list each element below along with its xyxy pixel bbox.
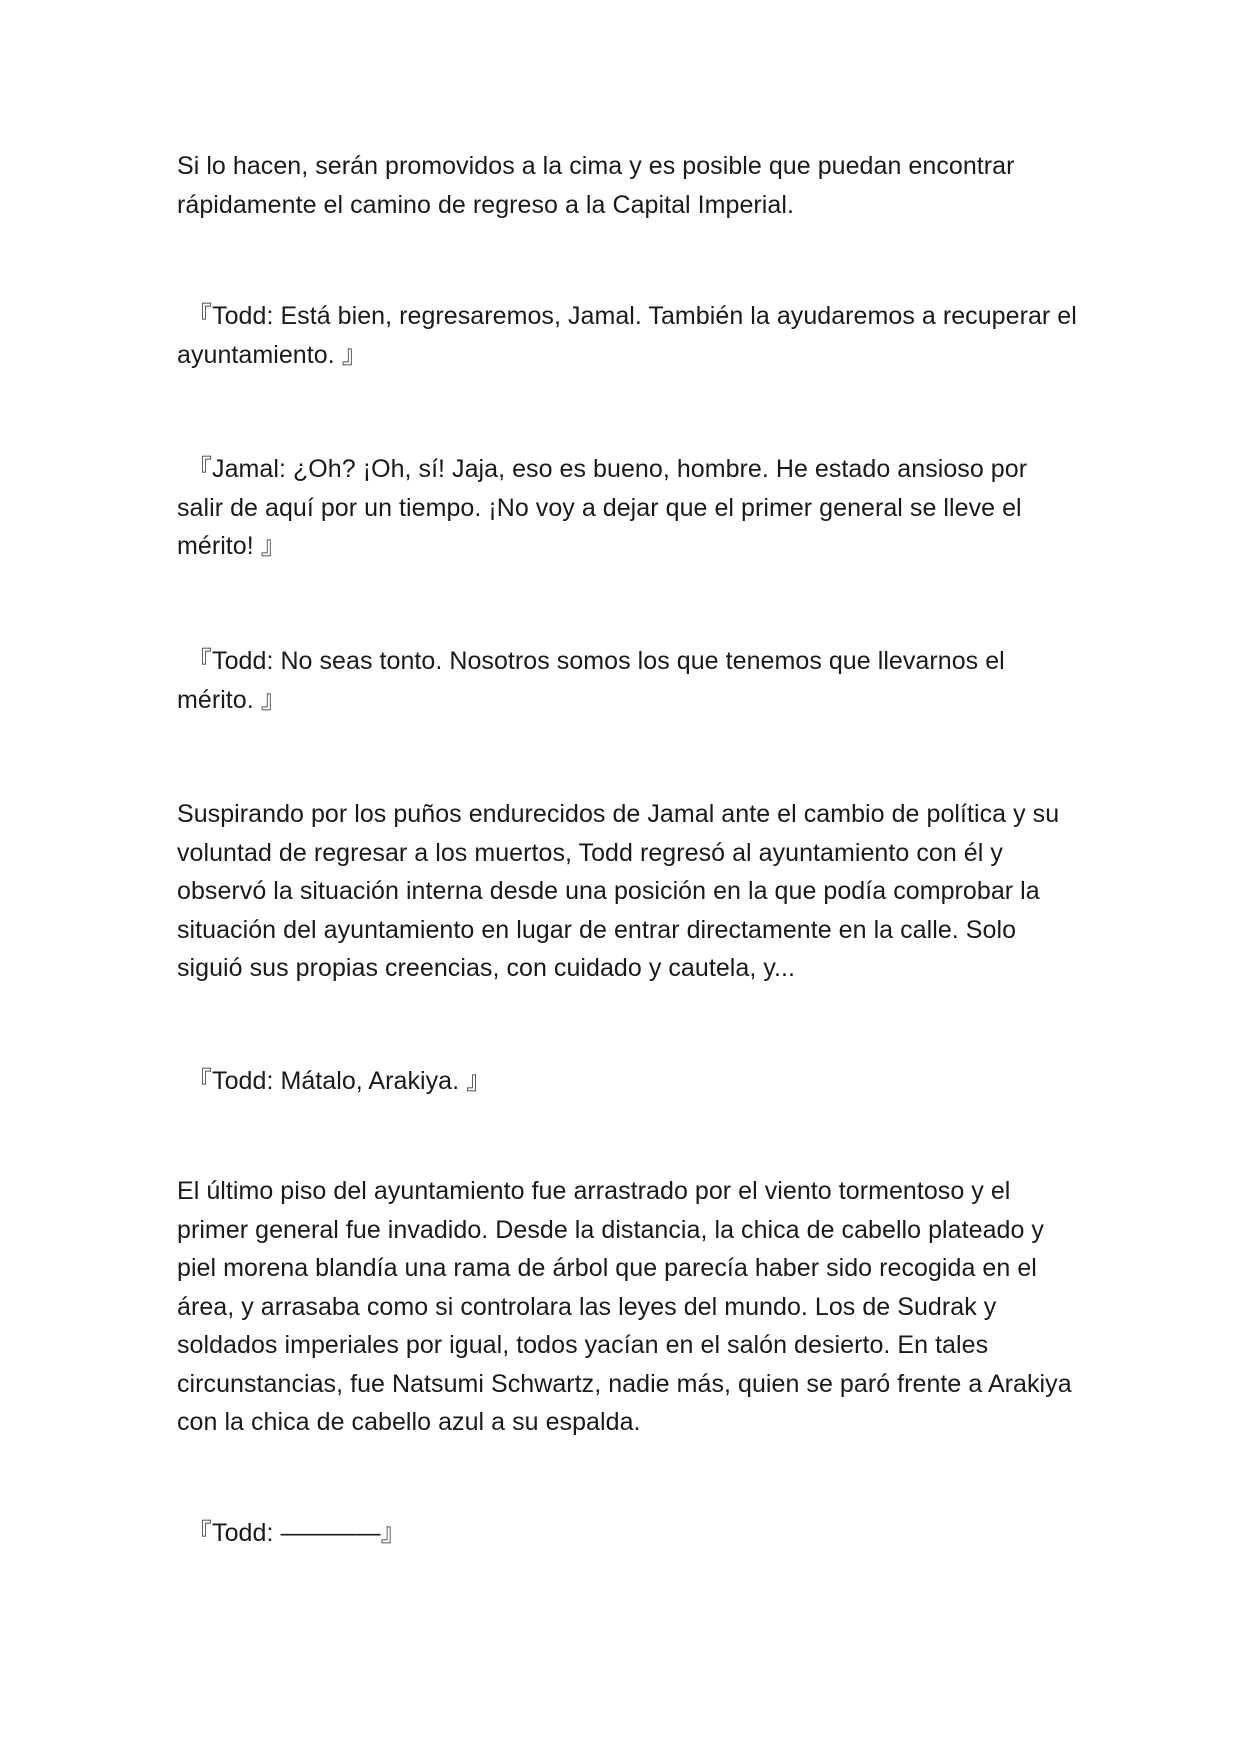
narration-paragraph: El último piso del ayuntamiento fue arrastrado por el viento tormentoso y el primer general fue invadido. Desde la distancia, la chica de cabello plateado y piel morena blandía una rama de árbol que parecía haber sido recogida en el área, y arrasaba como si controlara las leyes del mundo. Los de Sudrak y soldados imperiales por igual, todos yacían en el salón desierto. En tales circunstancias, fue Natsumi Schwartz, nadie más, quien se paró frente a Arakiya con la chica de cabello azul a su espalda. xyxy=(177,1177,1072,1436)
narration-paragraph: Suspirando por los puños endurecidos de Jamal ante el cambio de política y su voluntad de regresar a los muertos, Todd regresó al ayuntamiento con él y observó la situación interna desde una posición en la que podía comprobar la situación del ayuntamiento en lugar de entrar directamente en la calle. Solo siguió sus propias creencias, con cuidado y cautela, y... xyxy=(177,800,1060,982)
dialogue-paragraph-todd: 『Todd: ————』 xyxy=(187,1519,406,1547)
dialogue-paragraph-todd: 『Todd: Está bien, regresaremos, Jamal. También la ayudaremos a recuperar el ayuntamiento. 』 xyxy=(177,302,1077,369)
dialogue-paragraph-todd: 『Todd: Mátalo, Arakiya. 』 xyxy=(187,1067,492,1095)
narration-paragraph: Si lo hacen, serán promovidos a la cima y es posible que puedan encontrar rápidamente el camino de regreso a la Capital Imperial. xyxy=(177,152,1015,219)
dialogue-paragraph-jamal: 『Jamal: ¿Oh? ¡Oh, sí! Jaja, eso es bueno, hombre. He estado ansioso por salir de aquí por un tiempo. ¡No voy a dejar que el primer general se lleve el mérito! 』 xyxy=(177,455,1028,560)
dialogue-paragraph-todd: 『Todd: No seas tonto. Nosotros somos los que tenemos que llevarnos el mérito. 』 xyxy=(177,647,1005,714)
